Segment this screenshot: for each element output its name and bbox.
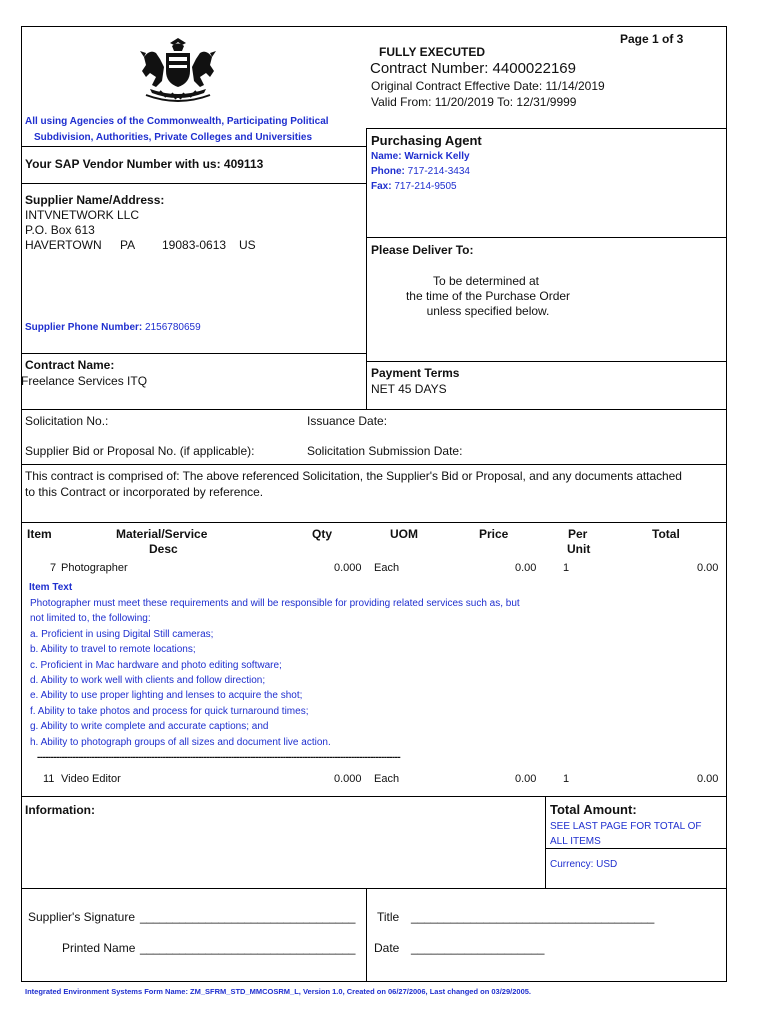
col-header-material: Material/Service [116, 527, 208, 541]
date-label: Date [374, 941, 400, 955]
agent-fax-value: 717-214-9505 [394, 181, 457, 192]
contract-name-value: Freelance Services ITQ [21, 374, 148, 388]
rule [21, 409, 727, 410]
deliver-line-1: To be determined at [432, 274, 540, 288]
solicitation-no: Solicitation No.: [25, 414, 109, 428]
item-text-line: c. Proficient in Mac hardware and photo editing software; [30, 659, 282, 671]
row-1-uom: Each [374, 562, 400, 574]
purchasing-agent-title: Purchasing Agent [371, 133, 482, 148]
printed-name-field[interactable]: _________________________________ [140, 941, 356, 955]
agencies-line-2: Subdivision, Authorities, Private Colleges and Universities [34, 132, 313, 143]
column-divider-upper [366, 128, 367, 409]
deliver-line-2: the time of the Purchase Order [405, 289, 571, 303]
vendor-number: Your SAP Vendor Number with us: 409113 [25, 157, 264, 171]
original-effective-date: Original Contract Effective Date: 11/14/2019 [371, 79, 605, 93]
supplier-country: US [239, 238, 256, 252]
item-text-line: e. Ability to use proper lighting and lenses to acquire the shot; [30, 690, 303, 702]
page-indicator: Page 1 of 3 [620, 32, 684, 46]
agent-phone-value: 717-214-3434 [407, 166, 470, 177]
item-text-title: Item Text [29, 582, 73, 593]
supplier-po-box: P.O. Box 613 [25, 223, 95, 237]
supplier-signature-field[interactable]: _________________________________ [140, 910, 356, 924]
contract-number: Contract Number: 4400022169 [370, 60, 576, 77]
rule [366, 237, 727, 238]
agent-phone-label: Phone: [371, 166, 405, 177]
total-note-line-1: SEE LAST PAGE FOR TOTAL OF [550, 821, 702, 832]
payment-terms-value: NET 45 DAYS [371, 382, 447, 396]
deliver-title: Please Deliver To: [371, 243, 474, 257]
row-1-per: 1 [563, 562, 570, 574]
col-header-total: Total [652, 527, 680, 541]
row-2-total: 0.00 [697, 773, 719, 785]
status-label: FULLY EXECUTED [379, 45, 486, 59]
agent-phone [371, 166, 470, 177]
supplier-phone-value: 2156780659 [145, 322, 201, 333]
item-text-line: not limited to, the following: [30, 613, 151, 625]
item-text-line: d. Ability to work well with clients and follow direction; [30, 675, 266, 687]
form-footer: Integrated Environment Systems Form Name: ZM_SFRM_STD_MMCOSRM_L, Version 1.0, Created on 06/27/2006, Last changed on 03/29/2005. [25, 987, 531, 996]
agent-name: Name: Warnick Kelly [371, 151, 470, 162]
agent-fax [371, 181, 457, 192]
rule [21, 464, 727, 465]
col-header-item: Item [27, 527, 52, 541]
issuance-date: Issuance Date: [307, 414, 388, 428]
comprised-line-1: This contract is comprised of: The above referenced Solicitation, the Supplier's Bid or Proposal, and any documents attached [25, 469, 682, 483]
row-2-item: 11 [43, 773, 55, 785]
rule [366, 361, 727, 362]
row-2-price: 0.00 [515, 773, 537, 785]
row-1-desc: Photographer [61, 562, 128, 574]
total-note-line-2: ALL ITEMS [550, 836, 601, 847]
total-divider [545, 796, 546, 888]
rule [21, 522, 727, 523]
printed-name-label: Printed Name [62, 941, 136, 955]
supplier-phone [25, 322, 201, 333]
contract-name-title: Contract Name: [25, 358, 115, 372]
row-2-desc: Video Editor [61, 773, 121, 785]
supplier-signature-label: Supplier's Signature [28, 910, 136, 924]
item-text-line: b. Ability to travel to remote locations; [30, 644, 196, 656]
supplier-city: HAVERTOWN [25, 238, 102, 252]
row-2-qty: 0.000 [334, 773, 362, 785]
item-text-line: a. Proficient in using Digital Still cameras; [30, 628, 214, 640]
col-header-uom: UOM [390, 527, 418, 541]
col-header-price: Price [479, 527, 509, 541]
date-field[interactable]: ____________________ [411, 941, 545, 955]
rule [21, 888, 727, 889]
valid-dates: Valid From: 11/20/2019 To: 12/31/9999 [371, 95, 577, 109]
commonwealth-seal-icon [136, 37, 220, 105]
rule [21, 183, 366, 184]
rule [545, 848, 727, 849]
deliver-line-3: unless specified below. [426, 304, 550, 318]
total-amount-title: Total Amount: [550, 802, 637, 817]
col-header-unit: Unit [567, 542, 591, 556]
row-1-total: 0.00 [697, 562, 719, 574]
comprised-line-2: to this Contract or incorporated by reference. [25, 485, 264, 499]
row-2-per: 1 [563, 773, 570, 785]
row-1-price: 0.00 [515, 562, 537, 574]
item-text-line: g. Ability to write complete and accurate captions; and [30, 721, 269, 733]
item-text-line: h. Ability to photograph groups of all sizes and document live action. [30, 736, 331, 748]
information-title: Information: [25, 803, 95, 817]
item-text-line: f. Ability to take photos and process for quick turnaround times; [30, 705, 309, 717]
rule [21, 353, 366, 354]
row-2-uom: Each [374, 773, 400, 785]
item-separator: ------------------------------------------------------------------------------------------------------------------------------------- [37, 752, 401, 763]
supplier-state: PA [120, 238, 136, 252]
rule [21, 146, 366, 147]
row-1-qty: 0.000 [334, 562, 362, 574]
supplier-zip: 19083-0613 [162, 238, 227, 252]
rule [21, 796, 727, 797]
supplier-bid-no: Supplier Bid or Proposal No. (if applicable): [25, 444, 255, 458]
item-text-line: Photographer must meet these requirements and will be responsible for providing related services such as, but [30, 598, 520, 609]
agencies-line-1: All using Agencies of the Commonwealth, Participating Political [25, 116, 329, 127]
title-label: Title [377, 910, 400, 924]
title-field[interactable]: _____________________________________ [411, 910, 655, 924]
col-header-desc: Desc [149, 542, 178, 556]
supplier-phone-label: Supplier Phone Number: [25, 322, 143, 333]
currency: Currency: USD [550, 859, 618, 870]
col-header-per: Per [568, 527, 588, 541]
item-text-block [30, 596, 520, 750]
payment-terms-title: Payment Terms [371, 366, 460, 380]
supplier-title: Supplier Name/Address: [25, 193, 165, 207]
submission-date: Solicitation Submission Date: [307, 444, 463, 458]
supplier-name: INTVNETWORK LLC [25, 208, 140, 222]
agent-fax-label: Fax: [371, 181, 392, 192]
col-header-qty: Qty [312, 527, 333, 541]
signature-divider [366, 888, 367, 982]
rule [366, 128, 727, 129]
row-1-item: 7 [50, 562, 57, 574]
